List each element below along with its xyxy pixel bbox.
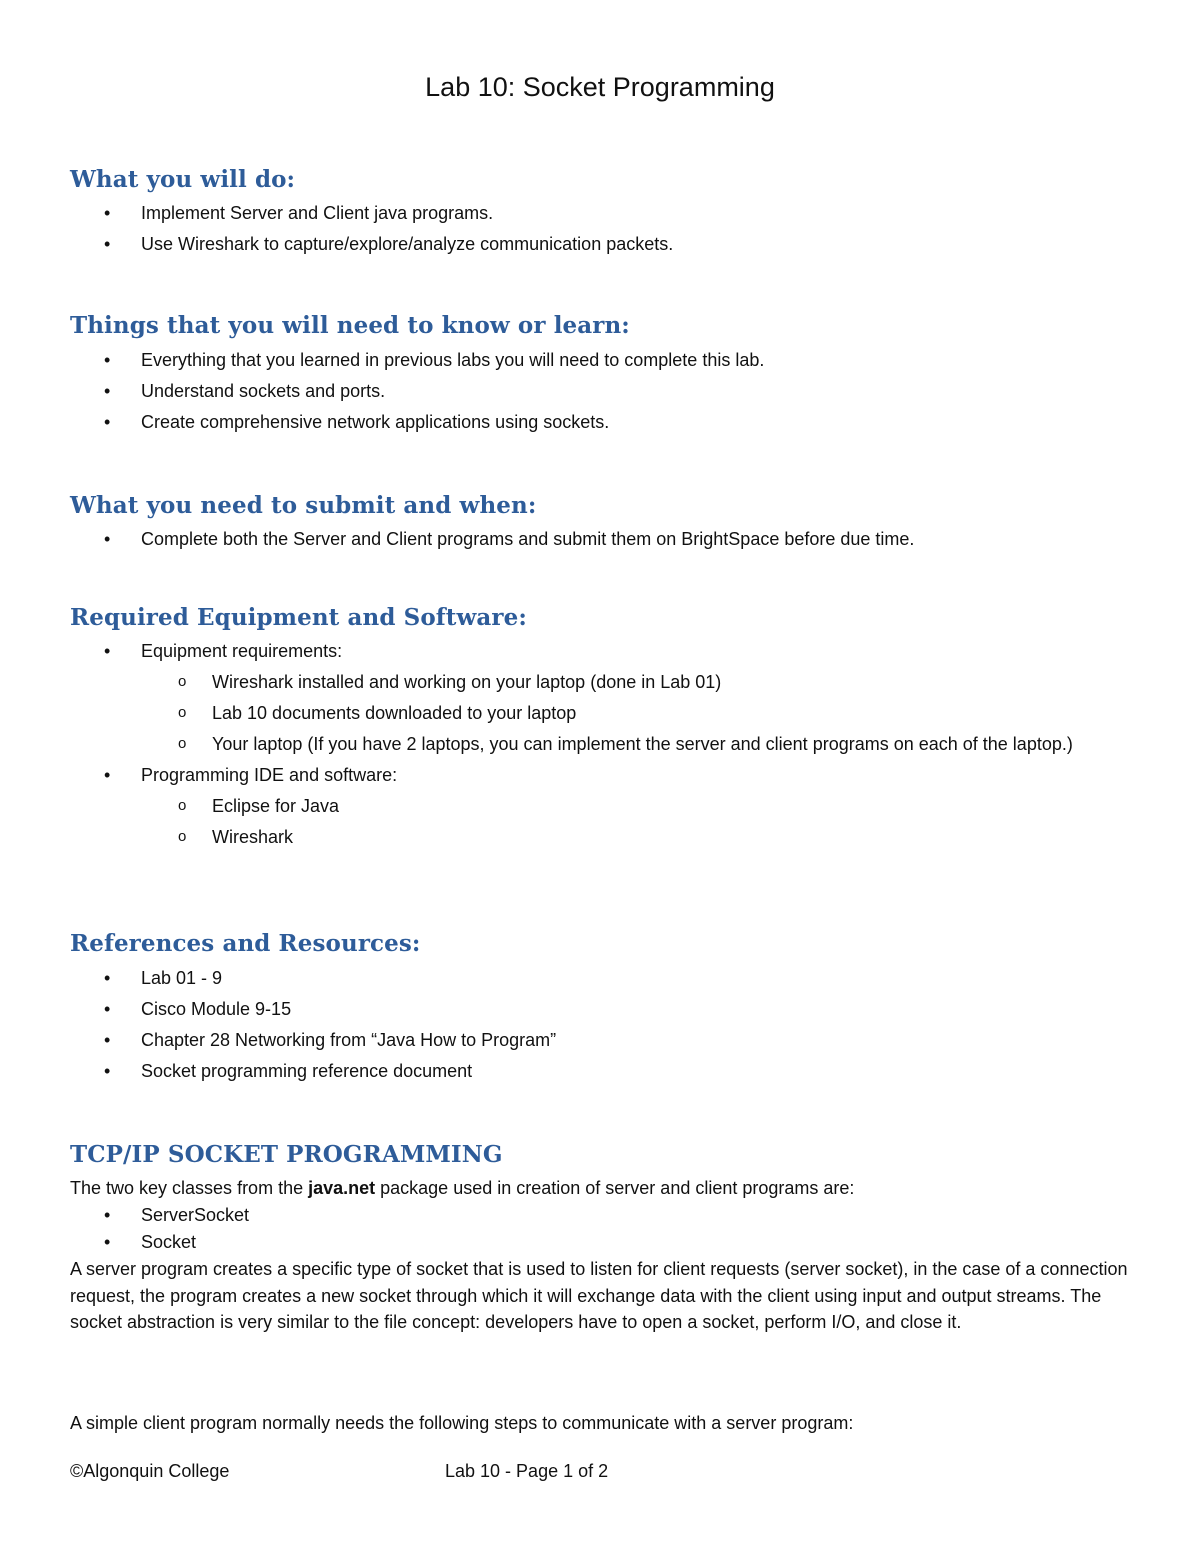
- heading-equipment: Required Equipment and Software:: [70, 604, 527, 631]
- list-item-label: Programming IDE and software:: [141, 765, 398, 785]
- tcpip-intro: [70, 1175, 1130, 1202]
- list-equipment: [0, 636, 1121, 853]
- list-item: • Complete both the Server and Client programs and submit them on BrightSpace before due time.: [0, 524, 1121, 555]
- list-item: • Create comprehensive network applications using sockets.: [0, 407, 1121, 438]
- sublist-item: o Lab 10 documents downloaded to your laptop: [141, 698, 1121, 729]
- list-item: • ServerSocket: [0, 1202, 1121, 1229]
- list-item: [0, 760, 1121, 853]
- list-item: • Understand sockets and ports.: [0, 376, 1121, 407]
- list-classes: [0, 1202, 1121, 1256]
- heading-things-to-know: Things that you will need to know or learn:: [70, 312, 630, 339]
- list-item: • Implement Server and Client java programs.: [0, 198, 1121, 229]
- heading-references: References and Resources:: [70, 930, 421, 957]
- heading-submit: What you need to submit and when:: [70, 492, 537, 519]
- sublist-item: o Wireshark installed and working on your laptop (done in Lab 01): [141, 667, 1121, 698]
- list-item: • Socket: [0, 1229, 1121, 1256]
- document-title: Lab 10: Socket Programming: [425, 72, 775, 102]
- sublist-software: [141, 791, 1121, 853]
- sublist-item: o Eclipse for Java: [141, 791, 1121, 822]
- sublist-item: o Wireshark: [141, 822, 1121, 853]
- footer-page-number: Lab 10 - Page 1 of 2: [445, 1461, 609, 1481]
- list-item: • Use Wireshark to capture/explore/analyze communication packets.: [0, 229, 1121, 260]
- list-item-label: Equipment requirements:: [141, 641, 343, 661]
- list-things-to-know: [0, 345, 1121, 438]
- list-item: [0, 636, 1121, 760]
- intro-text-before: The two key classes from the: [70, 1178, 309, 1198]
- list-item: • Socket programming reference document: [0, 1056, 1121, 1087]
- sublist-equipment: [141, 667, 1121, 760]
- package-name: java.net: [308, 1178, 376, 1198]
- heading-what-you-will-do: What you will do:: [70, 166, 296, 193]
- footer-copyright: ©Algonquin College: [70, 1461, 230, 1481]
- list-submit: [0, 524, 1121, 555]
- list-what-you-will-do: [0, 198, 1121, 260]
- intro-text-after: package used in creation of server and client programs are:: [375, 1178, 855, 1198]
- list-item: • Lab 01 - 9: [0, 963, 1121, 994]
- paragraph-server-program: A server program creates a specific type of socket that is used to listen for client requests (server socket), in the case of a connection request, the program creates a new socket through which it will exchange data with the client using input and output streams. The socket abstraction is very similar to the file concept: developers have to open a socket, perform I/O, and close it.: [70, 1259, 1128, 1332]
- list-item: • Cisco Module 9-15: [0, 994, 1121, 1025]
- list-item: • Everything that you learned in previous labs you will need to complete this lab.: [0, 345, 1121, 376]
- list-item: • Chapter 28 Networking from “Java How to Program”: [0, 1025, 1121, 1056]
- paragraph-client-steps: A simple client program normally needs the following steps to communicate with a server program:: [70, 1413, 854, 1433]
- heading-tcpip: TCP/IP SOCKET PROGRAMMING: [70, 1141, 503, 1168]
- list-references: [0, 963, 1121, 1087]
- sublist-item: o Your laptop (If you have 2 laptops, you can implement the server and client programs on each of the laptop.): [141, 729, 1112, 760]
